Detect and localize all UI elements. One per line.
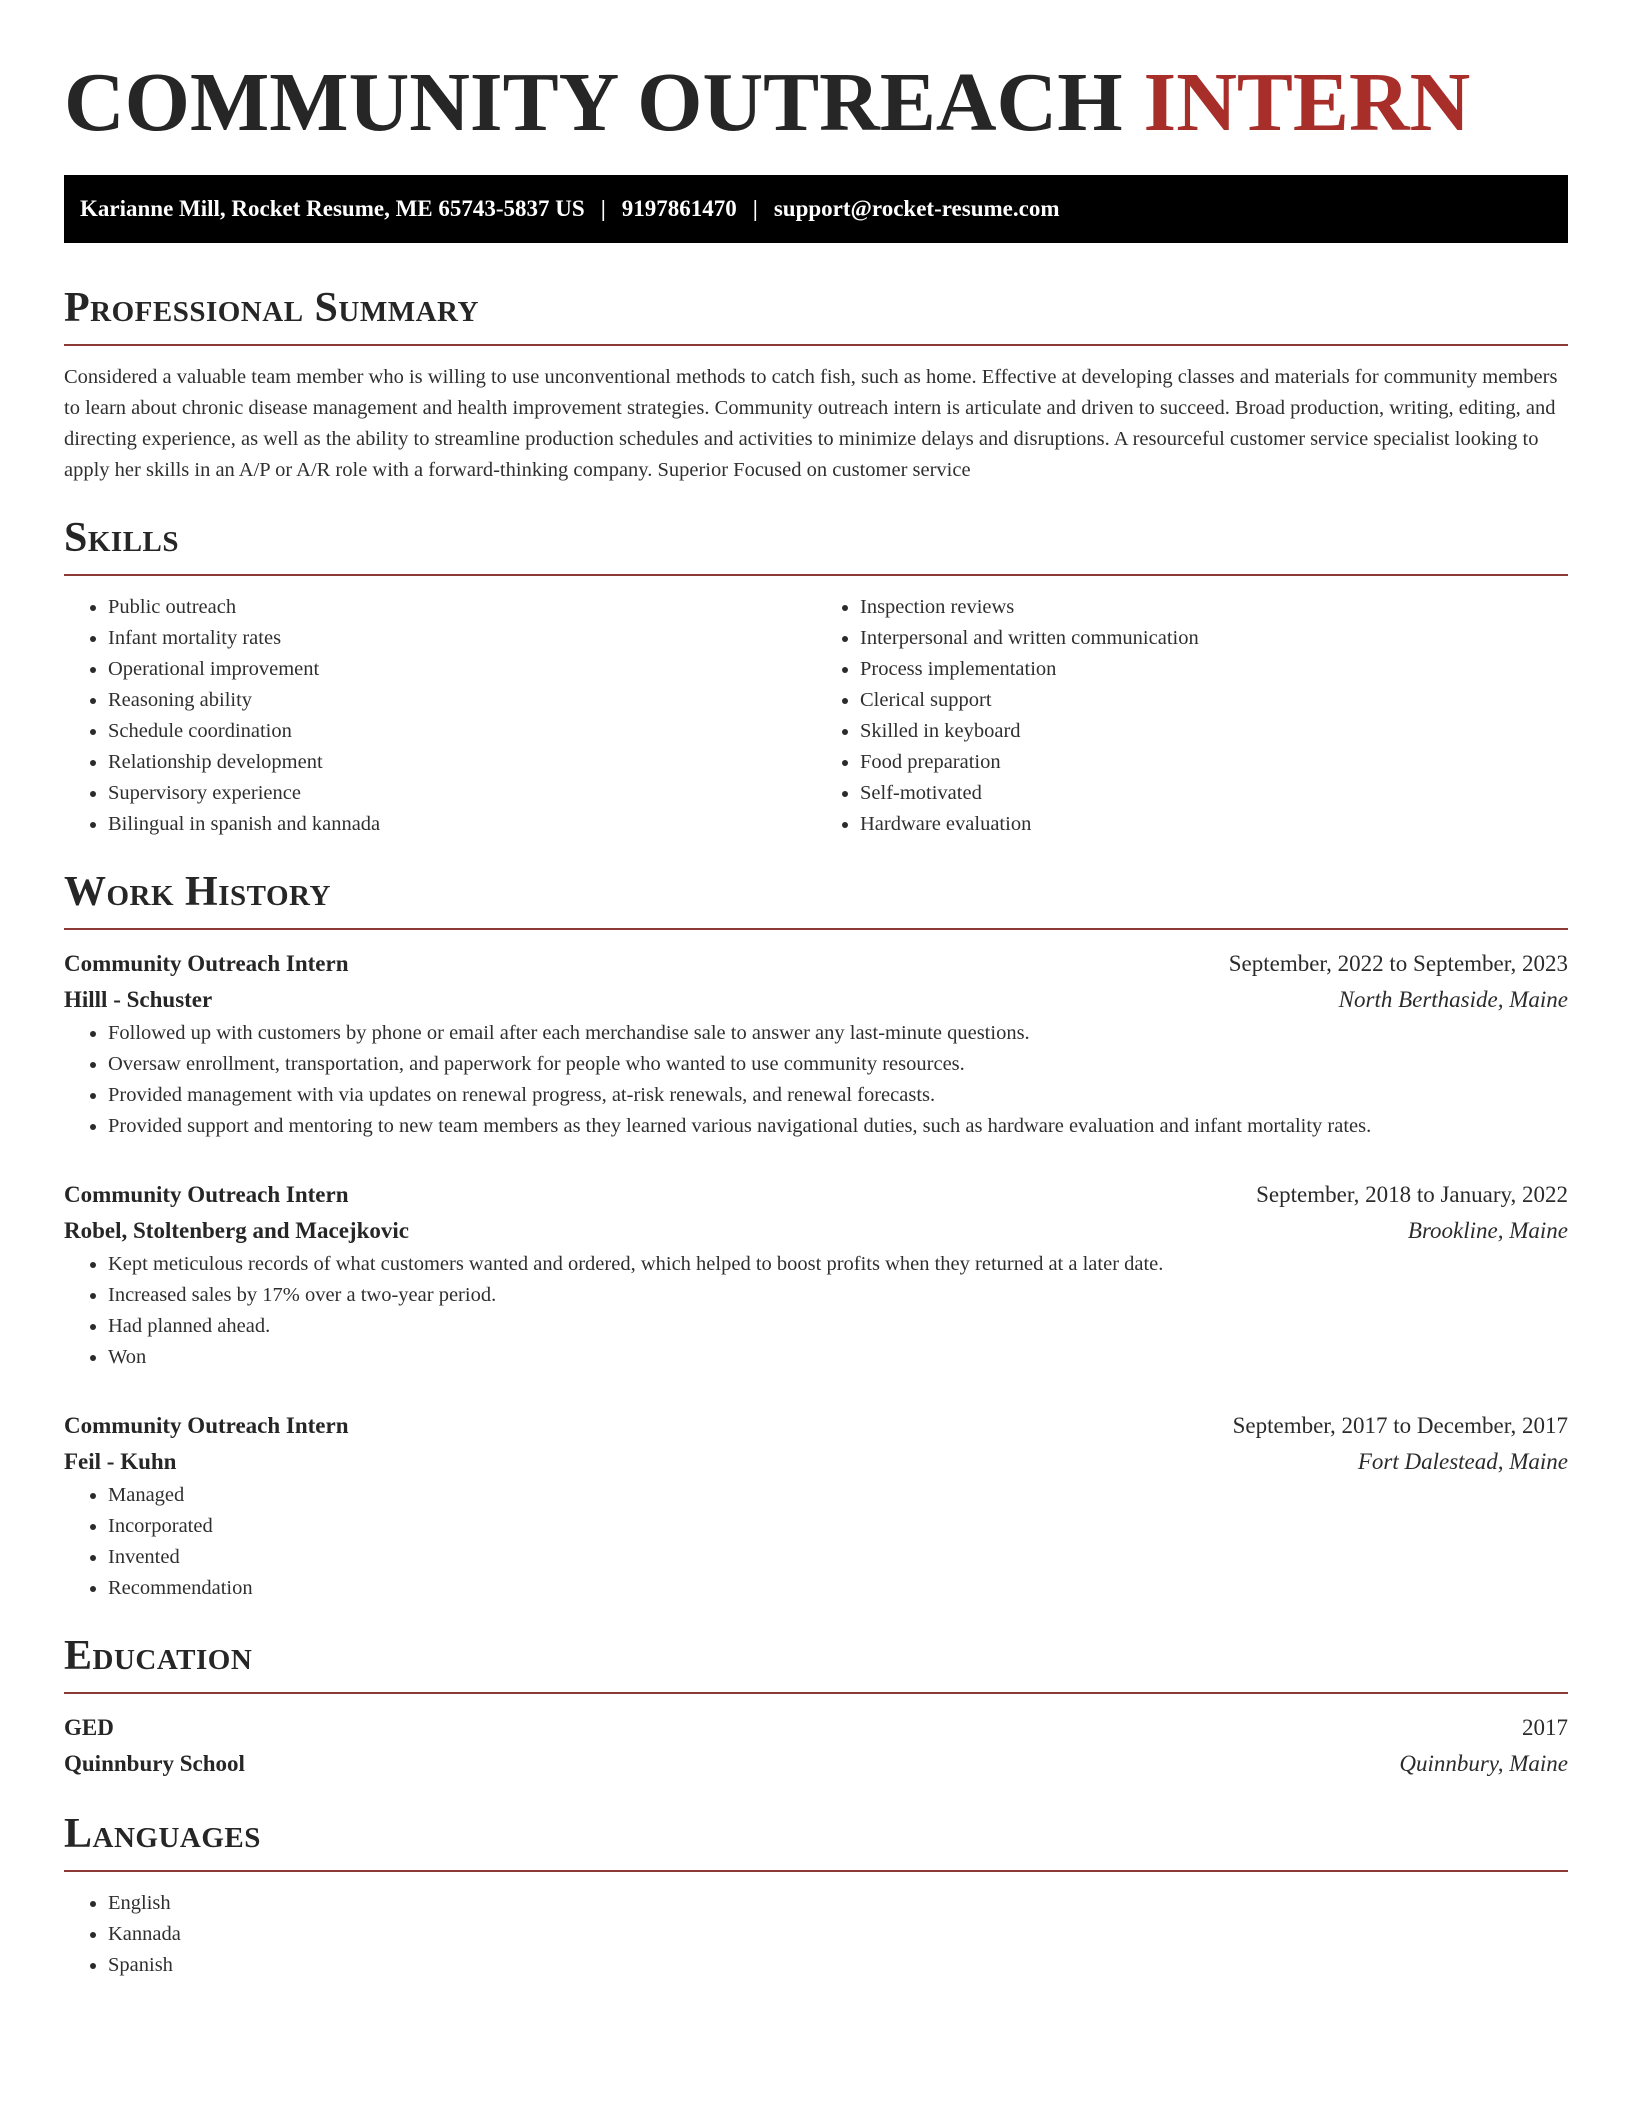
skills-heading: Skills <box>64 515 180 561</box>
contact-phone: 9197861470 <box>621 196 737 221</box>
skill-item: • Schedule coordination <box>108 716 816 747</box>
skill-item: • Reasoning ability <box>108 685 816 716</box>
languages-list <box>64 1888 1568 1981</box>
job-bullet: • Increased sales by 17% over a two-year period. <box>108 1280 1568 1311</box>
job-header-row <box>64 1408 1568 1444</box>
skills-list-left <box>64 592 816 840</box>
skills-columns <box>64 592 1568 840</box>
job-bullet: • Had planned ahead. <box>108 1311 1568 1342</box>
skills-list-right <box>816 592 1568 840</box>
contact-bar <box>64 175 1568 243</box>
job-dates: September, 2018 to January, 2022 <box>1256 1182 1568 1207</box>
job-entry <box>64 946 1568 1142</box>
job-bullet-list <box>64 1480 1568 1604</box>
skill-item: • Public outreach <box>108 592 816 623</box>
skill-item: • Infant mortality rates <box>108 623 816 654</box>
title-main: COMMUNITY OUTREACH <box>64 56 1123 149</box>
languages-section <box>64 1810 1568 1981</box>
job-company: Hilll - Schuster <box>64 987 213 1012</box>
skill-item: • Self-motivated <box>860 778 1568 809</box>
language-item: • English <box>108 1888 1568 1919</box>
contact-address: Karianne Mill, Rocket Resume, ME 65743-5837 US <box>80 196 585 221</box>
language-item: • Kannada <box>108 1919 1568 1950</box>
job-title: Community Outreach Intern <box>64 1413 349 1438</box>
skill-item: • Process implementation <box>860 654 1568 685</box>
education-year: 2017 <box>1522 1715 1568 1740</box>
job-bullet: • Provided management with via updates on renewal progress, at-risk renewals, and renewal forecasts. <box>108 1080 1568 1111</box>
summary-section <box>64 284 1568 486</box>
summary-text: Considered a valuable team member who is willing to use unconventional methods to catch fish, such as home. Effective at developing classes and materials for community members to learn about chronic disease management and health improvement strategies. Community outreach intern is articulate and driven to succeed. Broad production, writing, editing, and directing experience, as well as the ability to streamline production schedules and activities to minimize delays and disruptions. A resourceful customer service specialist looking to apply her skills in an A/P or A/R role with a forward-thinking company. Superior Focused on customer service <box>64 366 1558 481</box>
skills-section <box>64 514 1568 840</box>
job-entry <box>64 1408 1568 1604</box>
job-company: Feil - Kuhn <box>64 1449 177 1474</box>
education-section <box>64 1632 1568 1782</box>
languages-heading: Languages <box>64 1811 261 1857</box>
job-company: Robel, Stoltenberg and Macejkovic <box>64 1218 409 1243</box>
job-header-row <box>64 1177 1568 1213</box>
skill-item: • Supervisory experience <box>108 778 816 809</box>
education-school: Quinnbury School <box>64 1751 245 1776</box>
job-dates: September, 2017 to December, 2017 <box>1232 1413 1568 1438</box>
education-location: Quinnbury, Maine <box>1399 1751 1568 1776</box>
skill-item: • Skilled in keyboard <box>860 716 1568 747</box>
work-section <box>64 868 1568 1604</box>
skill-item: • Clerical support <box>860 685 1568 716</box>
education-heading: Education <box>64 1633 253 1679</box>
skill-item: • Food preparation <box>860 747 1568 778</box>
resume-title <box>64 55 1568 151</box>
job-bullet: • Managed <box>108 1480 1568 1511</box>
skill-item: • Relationship development <box>108 747 816 778</box>
language-item: • Spanish <box>108 1950 1568 1981</box>
education-header-row <box>64 1710 1568 1746</box>
job-bullet-list <box>64 1018 1568 1142</box>
job-bullet: • Kept meticulous records of what customers wanted and ordered, which helped to boost profits when they returned at a later date. <box>108 1249 1568 1280</box>
skill-item: • Hardware evaluation <box>860 809 1568 840</box>
section-divider <box>64 1870 1568 1872</box>
job-company-row <box>64 982 1568 1018</box>
skill-item: • Bilingual in spanish and kannada <box>108 809 816 840</box>
job-dates: September, 2022 to September, 2023 <box>1228 951 1568 976</box>
section-divider <box>64 574 1568 576</box>
job-bullet: • Won <box>108 1342 1568 1373</box>
job-location: Brookline, Maine <box>1407 1218 1568 1243</box>
contact-email: support@rocket-resume.com <box>773 196 1060 221</box>
job-bullet: • Incorporated <box>108 1511 1568 1542</box>
contact-separator: | <box>752 196 758 221</box>
title-accent: INTERN <box>1143 56 1471 149</box>
education-entry <box>64 1710 1568 1782</box>
job-company-row <box>64 1444 1568 1480</box>
education-school-row <box>64 1746 1568 1782</box>
job-header-row <box>64 946 1568 982</box>
job-bullet: • Provided support and mentoring to new team members as they learned various navigational duties, such as hardware evaluation and infant mortality rates. <box>108 1111 1568 1142</box>
education-degree: GED <box>64 1715 114 1740</box>
section-divider <box>64 928 1568 930</box>
job-bullet: • Invented <box>108 1542 1568 1573</box>
section-divider <box>64 344 1568 346</box>
job-bullet: • Followed up with customers by phone or email after each merchandise sale to answer any last-minute questions. <box>108 1018 1568 1049</box>
job-location: Fort Dalestead, Maine <box>1357 1449 1568 1474</box>
job-entry <box>64 1177 1568 1373</box>
skill-item: • Inspection reviews <box>860 592 1568 623</box>
contact-separator: | <box>600 196 606 221</box>
skill-item: • Interpersonal and written communication <box>860 623 1568 654</box>
job-location: North Berthaside, Maine <box>1338 987 1568 1012</box>
summary-heading: Professional Summary <box>64 285 479 331</box>
section-divider <box>64 1692 1568 1694</box>
job-company-row <box>64 1213 1568 1249</box>
job-title: Community Outreach Intern <box>64 951 349 976</box>
job-bullet-list <box>64 1249 1568 1373</box>
job-bullet: • Oversaw enrollment, transportation, and paperwork for people who wanted to use community resources. <box>108 1049 1568 1080</box>
job-bullet: • Recommendation <box>108 1573 1568 1604</box>
skill-item: • Operational improvement <box>108 654 816 685</box>
work-heading: Work History <box>64 869 331 915</box>
job-title: Community Outreach Intern <box>64 1182 349 1207</box>
